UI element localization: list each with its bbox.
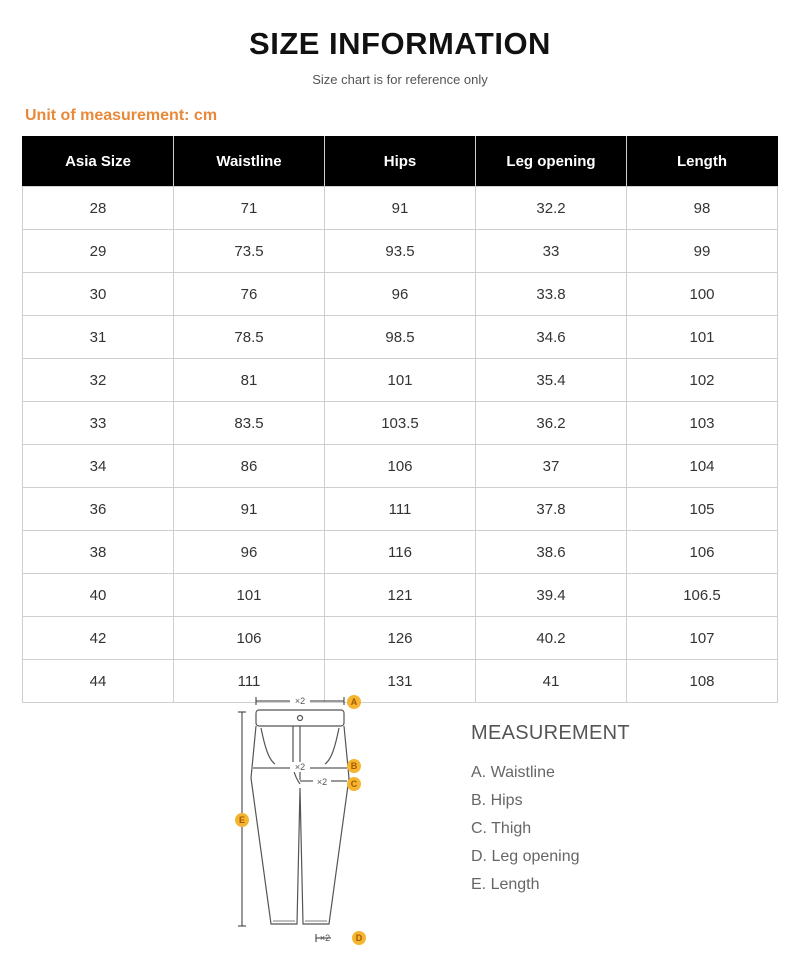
table-cell: 104 (627, 445, 778, 488)
table-row (23, 187, 778, 230)
table-cell: 40.2 (476, 617, 627, 660)
measurement-item-waistline: A. Waistline (471, 764, 555, 781)
table-cell: 40 (23, 574, 174, 617)
table-row (23, 445, 778, 488)
table-cell: 31 (23, 316, 174, 359)
table-row (23, 531, 778, 574)
table-cell: 71 (174, 187, 325, 230)
waist-multiplier: ×2 (294, 696, 306, 706)
table-cell: 83.5 (174, 402, 325, 445)
table-cell: 36.2 (476, 402, 627, 445)
page-subtitle: Size chart is for reference only (312, 72, 488, 87)
table-row (23, 230, 778, 273)
table-cell: 73.5 (174, 230, 325, 273)
table-cell: 101 (627, 316, 778, 359)
measurement-item-hips: B. Hips (471, 792, 523, 809)
col-header-asia-size: Asia Size (23, 137, 174, 187)
col-header-length: Length (627, 137, 778, 187)
hips-multiplier: ×2 (294, 762, 306, 772)
table-cell: 30 (23, 273, 174, 316)
table-cell: 33 (476, 230, 627, 273)
table-cell: 96 (174, 531, 325, 574)
table-cell: 106 (325, 445, 476, 488)
table-cell: 96 (325, 273, 476, 316)
table-cell: 76 (174, 273, 325, 316)
pants-outline (251, 710, 349, 924)
table-cell: 32.2 (476, 187, 627, 230)
measurement-list (471, 762, 580, 902)
table-cell: 37 (476, 445, 627, 488)
table-cell: 86 (174, 445, 325, 488)
table-row (23, 617, 778, 660)
table-cell: 44 (23, 660, 174, 703)
table-row (23, 359, 778, 402)
table-cell: 107 (627, 617, 778, 660)
table-cell: 34.6 (476, 316, 627, 359)
size-table (22, 136, 778, 703)
table-cell: 131 (325, 660, 476, 703)
table-cell: 91 (174, 488, 325, 531)
table-cell: 101 (174, 574, 325, 617)
table-cell: 32 (23, 359, 174, 402)
table-cell: 111 (174, 660, 325, 703)
table-cell: 106 (627, 531, 778, 574)
table-cell: 121 (325, 574, 476, 617)
table-cell: 93.5 (325, 230, 476, 273)
table-cell: 35.4 (476, 359, 627, 402)
table-cell: 108 (627, 660, 778, 703)
measurement-title: MEASUREMENT (471, 722, 630, 744)
measurement-item-thigh: C. Thigh (471, 820, 532, 837)
table-cell: 101 (325, 359, 476, 402)
badge-c-label: C (350, 779, 358, 789)
table-cell: 91 (325, 187, 476, 230)
table-cell: 103 (627, 402, 778, 445)
table-cell: 42 (23, 617, 174, 660)
col-header-hips: Hips (325, 137, 476, 187)
table-cell: 98 (627, 187, 778, 230)
badge-b (347, 759, 361, 773)
table-cell: 111 (325, 488, 476, 531)
size-table-body (23, 187, 778, 703)
unit-label: Unit of measurement: cm (25, 107, 218, 124)
table-cell: 106.5 (627, 574, 778, 617)
table-cell: 103.5 (325, 402, 476, 445)
table-cell: 38.6 (476, 531, 627, 574)
badge-e (235, 813, 249, 827)
col-header-leg-opening: Leg opening (476, 137, 627, 187)
table-cell: 36 (23, 488, 174, 531)
badge-c (347, 777, 361, 791)
table-cell: 38 (23, 531, 174, 574)
badge-d-label: D (355, 933, 363, 943)
table-cell: 102 (627, 359, 778, 402)
pants-diagram (225, 688, 375, 950)
table-row (23, 574, 778, 617)
table-cell: 126 (325, 617, 476, 660)
table-cell: 99 (627, 230, 778, 273)
table-cell: 33.8 (476, 273, 627, 316)
page-title: SIZE INFORMATION (249, 26, 551, 61)
table-row (23, 316, 778, 359)
table-row (23, 488, 778, 531)
badge-e-label: E (238, 815, 246, 825)
table-row (23, 402, 778, 445)
measurement-item-leg-opening: D. Leg opening (471, 848, 580, 865)
table-cell: 105 (627, 488, 778, 531)
table-cell: 100 (627, 273, 778, 316)
table-cell: 78.5 (174, 316, 325, 359)
table-cell: 39.4 (476, 574, 627, 617)
badge-a (347, 695, 361, 709)
table-cell: 37.8 (476, 488, 627, 531)
table-cell: 34 (23, 445, 174, 488)
table-cell: 98.5 (325, 316, 476, 359)
col-header-waistline: Waistline (174, 137, 325, 187)
table-row (23, 273, 778, 316)
table-cell: 29 (23, 230, 174, 273)
thigh-multiplier: ×2 (316, 777, 328, 787)
badge-d (352, 931, 366, 945)
table-cell: 116 (325, 531, 476, 574)
badge-a-label: A (350, 697, 358, 707)
table-row (23, 660, 778, 703)
badge-b-label: B (350, 761, 358, 771)
table-cell: 28 (23, 187, 174, 230)
table-cell: 33 (23, 402, 174, 445)
table-cell: 81 (174, 359, 325, 402)
leg-opening-multiplier: ×2 (319, 933, 331, 943)
table-header-row (23, 137, 778, 187)
table-cell: 106 (174, 617, 325, 660)
measurement-item-length: E. Length (471, 876, 540, 893)
table-cell: 41 (476, 660, 627, 703)
